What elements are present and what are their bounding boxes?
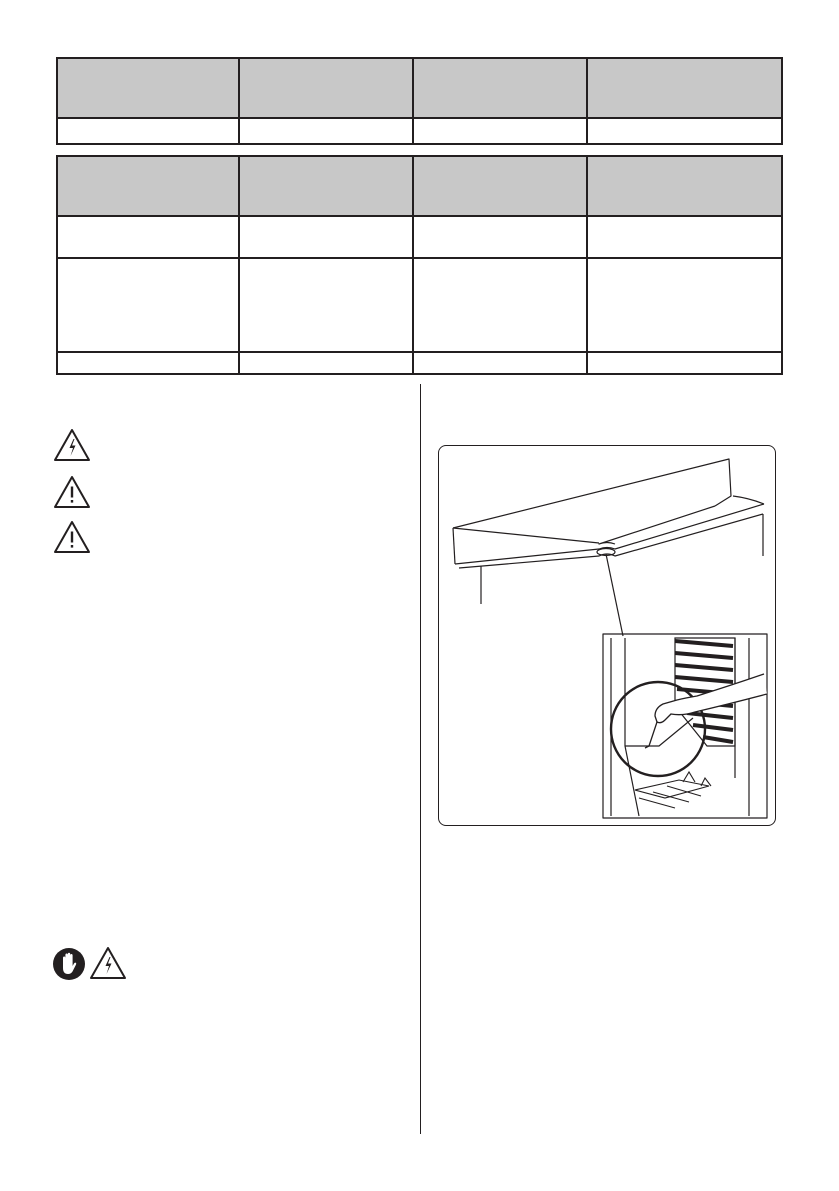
table-cell bbox=[239, 118, 413, 144]
general-warning-icon bbox=[53, 520, 91, 554]
header-cell bbox=[587, 156, 782, 216]
table-cell bbox=[413, 352, 587, 374]
header-cell bbox=[57, 58, 239, 118]
table-cell bbox=[587, 352, 782, 374]
drain-hole-illustration bbox=[438, 445, 776, 826]
header-cell bbox=[587, 58, 782, 118]
electric-shock-warning-icon bbox=[89, 946, 127, 980]
table-header-row bbox=[57, 156, 782, 216]
table-cell bbox=[57, 216, 239, 258]
header-cell bbox=[239, 156, 413, 216]
table-cell bbox=[57, 118, 239, 144]
table-row bbox=[57, 258, 782, 352]
table-cell bbox=[413, 216, 587, 258]
table-cell bbox=[587, 216, 782, 258]
header-cell bbox=[413, 58, 587, 118]
table-row bbox=[57, 118, 782, 144]
general-warning-icon bbox=[53, 475, 91, 509]
header-cell bbox=[413, 156, 587, 216]
table-cell bbox=[57, 352, 239, 374]
table-cell bbox=[587, 258, 782, 352]
stop-hand-icon bbox=[51, 946, 87, 982]
table-cell bbox=[57, 258, 239, 352]
table-cell bbox=[239, 216, 413, 258]
table-cell bbox=[413, 118, 587, 144]
header-cell bbox=[57, 156, 239, 216]
table-cell bbox=[239, 352, 413, 374]
header-cell bbox=[239, 58, 413, 118]
column-divider bbox=[420, 384, 421, 1134]
illustration-drawing bbox=[439, 446, 776, 826]
table-row bbox=[57, 216, 782, 258]
table-cell bbox=[413, 258, 587, 352]
table-cell bbox=[587, 118, 782, 144]
table-row bbox=[57, 352, 782, 374]
electric-shock-warning-icon bbox=[53, 428, 91, 462]
spec-table-2 bbox=[56, 155, 783, 375]
table-header-row bbox=[57, 58, 782, 118]
table-cell bbox=[239, 258, 413, 352]
spec-table-1 bbox=[56, 57, 783, 145]
